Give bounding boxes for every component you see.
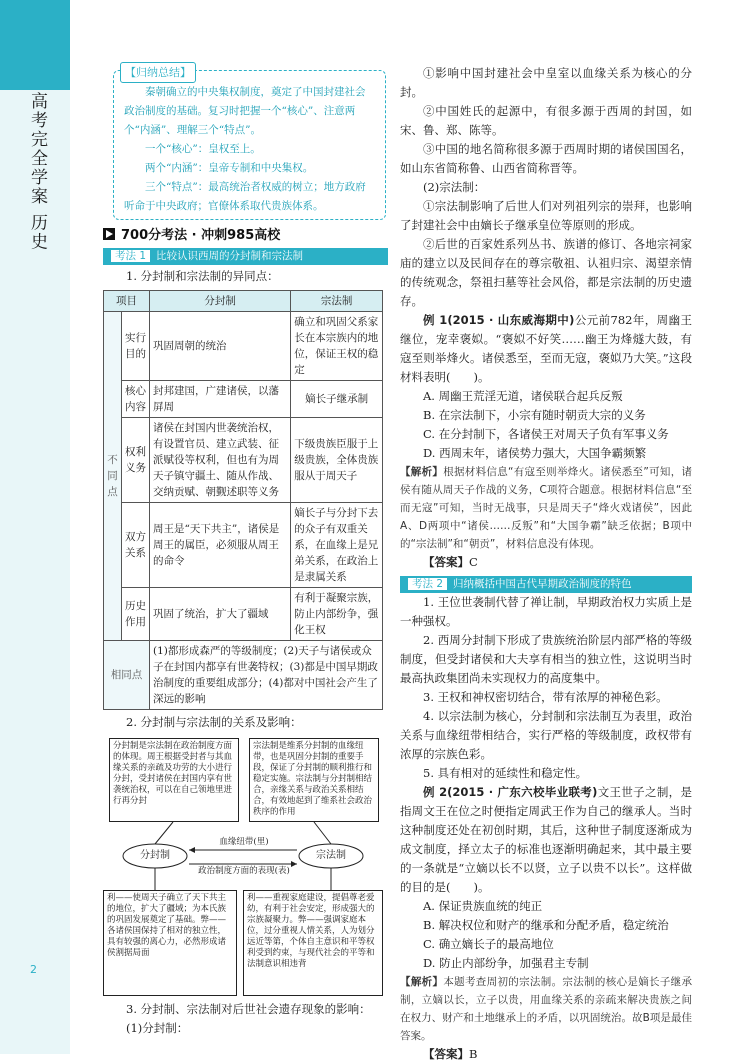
summary-tag: 【归纳总结】 xyxy=(120,62,196,83)
topic2-item: 1. 王位世袭制代替了禅让制，早期政治权力实质上是一种强权。 xyxy=(400,595,692,628)
table-row xyxy=(104,588,383,641)
connector xyxy=(314,822,331,844)
cell: 嫡长子继承制 xyxy=(291,381,383,418)
paragraph: ②后世的百家姓系列丛书、族谱的修订、各地宗祠家庙的建立以及民间存在的尊宗敬祖、认祖归宗、渴望亲情的传统观念，祭祖扫墓等社会风俗，都是宗法制的历史遗存。 xyxy=(400,237,692,308)
table-header: 分封制 xyxy=(150,291,291,312)
link-bottom-label: 政治制度方面的表现(表) xyxy=(198,866,290,876)
paragraph: ①影响中国封建社会中皇室以血缘关系为核心的分封。 xyxy=(400,66,692,99)
arrow-head xyxy=(189,847,195,853)
table-row xyxy=(104,381,383,418)
example-1 xyxy=(400,311,692,387)
paragraph: ①宗法制影响了后世人们对列祖列宗的崇拜，也影响了封建社会中由嫡长子继承皇位等原则的形成。 xyxy=(400,199,692,232)
cell: 巩固了统治，扩大了疆域 xyxy=(150,588,291,641)
option: B. 在宗法制下，小宗有随时朝贡大宗的义务 xyxy=(423,408,646,422)
analysis-2 xyxy=(400,973,692,1045)
topic2-item: 3. 王权和神权密切结合，带有浓厚的神秘色彩。 xyxy=(423,690,668,704)
cell: 下级贵族臣服于上级贵族，全体贵族服从于周天子 xyxy=(291,418,383,503)
example-label: 例 2 xyxy=(423,785,448,799)
row-item: 核心内容 xyxy=(122,381,150,418)
option: A. 保证贵族血统的纯正 xyxy=(423,899,543,913)
example-2 xyxy=(400,783,692,897)
question-2: 2. 分封制与宗法制的关系及影响： xyxy=(126,715,302,729)
example-source: (2015 · 广东六校毕业联考) xyxy=(447,785,598,799)
summary-box xyxy=(113,70,386,220)
topic2-item: 4. 以宗法制为核心，分封制和宗法制互为表里，政治关系与血缘纽带相结合，实行严格的等级制度，政权带有浓厚的宗族色彩。 xyxy=(400,709,692,761)
node-zongfa: 宗法制 xyxy=(316,850,346,861)
left-column xyxy=(103,248,388,1038)
paragraph: ③中国的地名简称很多源于西周时期的诸侯国国名，如山东省简称鲁、山西省简称晋等。 xyxy=(400,142,692,175)
cell: 诸侯在封国内世袭统治权，有设置官员、建立武装、征派赋役等权利，但也有为周天子镇守疆土、随从作战、交纳贡赋、朝觐述职等义务 xyxy=(150,418,291,503)
topic-key: 考法 2 xyxy=(408,578,447,590)
example-text: 文王世子之制，是指周文王在位之时便指定周武王作为自己的继承人。当时这种制度还处在初创时期，其后，这种世子制度逐渐成为成文制度，择立太子的标准也逐渐明确起来，其中最主要的一条就是“立嫡以长不以贤，立子以贵不以长”。这样做的目的是( )。 xyxy=(400,785,692,894)
analysis-text: 本题考查周初的宗法制。宗法制的核心是嫡长子继承制，立嫡以长，立子以贵，用血缘关系的亲疏来解决贵族之间在权力、财产和土地继承上的矛盾，以巩固统治。故B项是最佳答案。 xyxy=(400,976,693,1042)
topic2-item: 2. 西周分封制下形成了贵族统治阶层内部严格的等级制度，但受封诸侯和大夫享有相当的独立性，这说明当时最高执政集团尚未实现权力的高度集中。 xyxy=(400,633,692,685)
section-heading xyxy=(103,226,280,245)
link-top-label: 血缘纽带(里) xyxy=(219,837,269,847)
cell: 周王是“天下共主”，诸侯是周王的属臣，必须服从周王的命令 xyxy=(150,503,291,588)
summary-line: 两个“内涵”：皇帝专制和中央集权。 xyxy=(145,162,314,174)
cell: 封邦建国，广建诸侯，以藩屏周 xyxy=(150,381,291,418)
answer-2 xyxy=(400,1045,692,1064)
cell: (1)都形成森严的等级制度；(2)天子与诸侯或众子在封国内都享有世袭特权；(3)都是中国早期政治制度的重要组成部分；(4)都对中国社会产生了深远的影响 xyxy=(150,641,383,710)
row-item: 实行目的 xyxy=(122,312,150,381)
comparison-table xyxy=(103,290,383,710)
row-item: 历史作用 xyxy=(122,588,150,641)
book-title: 高考完全学案 历史 xyxy=(27,92,47,252)
diagram-box-zongfa: 宗法制是维系分封制的血缘纽带，也是巩固分封制的重要手段，保证了分封制的顺利推行和稳定实施。宗法制与分封制相结合，亲缘关系与政治关系相结合，有效地起到了维系社会政治秩序的作用 xyxy=(249,738,379,822)
example-source: (2015 · 山东威海期中) xyxy=(447,313,575,327)
table-header: 宗法制 xyxy=(291,291,383,312)
question-3-1: (1)分封制： xyxy=(126,1021,189,1035)
analysis-1 xyxy=(400,463,692,553)
cell: 确立和巩固父系家长在本宗族内的地位，保证王权的稳定 xyxy=(291,312,383,381)
topic-bar-2 xyxy=(400,576,692,593)
analysis-label: 【解析】 xyxy=(400,466,444,478)
diagram-box-fengjian: 分封制是宗法制在政治制度方面的体现。周王根据受封者与其血缘关系的亲疏及功劳的大小进行分封，受封诸侯在封国内享有世袭统治权，可以在自己领地里进行再分封 xyxy=(109,738,239,822)
topic2-item: 5. 具有相对的延续性和稳定性。 xyxy=(423,766,588,780)
connector xyxy=(155,822,173,844)
analysis-label: 【解析】 xyxy=(400,976,444,988)
topic-bar-1 xyxy=(103,248,388,265)
table-row xyxy=(104,641,383,710)
question-1: 1. 分封制和宗法制的异同点： xyxy=(126,269,279,283)
table-header: 项目 xyxy=(104,291,150,312)
answer-value: B xyxy=(469,1047,478,1061)
answer-label: 【答案】 xyxy=(423,555,469,569)
example-text: 公元前782年，周幽王继位，宠幸褒姒。“褒姒不好笑……幽王为烽燧大鼓，有寇至则举烽火。诸侯悉至，至而无寇，褒姒乃大笑。”这段材料表明( )。 xyxy=(400,313,692,384)
paragraph: (2)宗法制： xyxy=(423,180,486,194)
sidebar-accent xyxy=(0,0,70,90)
node-fengjian: 分封制 xyxy=(140,850,170,861)
table-row xyxy=(104,418,383,503)
same-label: 相同点 xyxy=(104,641,150,710)
table-row xyxy=(104,503,383,588)
relationship-diagram xyxy=(103,736,383,998)
play-icon xyxy=(103,228,115,240)
analysis-text: 根据材料信息“有寇至则举烽火。诸侯悉至”可知，诸侯有随从周天子作战的义务，C项符合题意。根据材料信息“至而无寇”可知，当时无战事，只是周天子“烽火戏诸侯”，因此A、D两项中“诸侯……反叛”和“大国争霸”缺乏依据；B项中的“宗法制”和“朝贡”，材料信息没有体现。 xyxy=(400,466,692,550)
paragraph: ②中国姓氏的起源中，有很多源于西周的封国，如宋、鲁、郑、陈等。 xyxy=(400,104,692,137)
topic-title: 比较认识西周的分封制和宗法制 xyxy=(156,250,304,262)
answer-1 xyxy=(400,553,692,572)
cell: 嫡长子与分封下去的众子有双重关系，在血缘上是兄弟关系，在政治上是隶属关系 xyxy=(291,503,383,588)
diagram-box-fengjian-effects: 利——使周天子确立了天下共主的地位，扩大了疆域；为本氏族的巩固发展奠定了基础。弊——各诸侯国保持了相对的独立性，具有较强的离心力，必然形成诸侯割据局面 xyxy=(103,890,237,996)
section-title: 700分考法 · 冲刺985高校 xyxy=(121,228,281,243)
option: A. 周幽王荒淫无道，诸侯联合起兵反叛 xyxy=(423,389,623,403)
answer-value: C xyxy=(469,555,478,569)
table-row xyxy=(104,312,383,381)
row-item: 双方关系 xyxy=(122,503,150,588)
right-column xyxy=(400,64,692,1064)
summary-line: 一个“核心”：皇权至上。 xyxy=(145,143,261,155)
option: D. 西周末年，诸侯势力强大，大国争霸频繁 xyxy=(423,446,647,460)
summary-line: 秦朝确立的中央集权制度，奠定了中国封建社会政治制度的基础。复习时把握一个“核心”、注意两个“内涵”、理解三个“特点”。 xyxy=(124,86,366,136)
table-header-row xyxy=(104,291,383,312)
row-item: 权利义务 xyxy=(122,418,150,503)
answer-label: 【答案】 xyxy=(423,1047,469,1061)
option: D. 防止内部纷争，加强君主专制 xyxy=(423,956,589,970)
question-3: 3. 分封制、宗法制对后世社会遗存现象的影响： xyxy=(126,1002,371,1016)
topic-key: 考法 1 xyxy=(111,250,150,262)
topic-title: 归纳概括中国古代早期政治制度的特色 xyxy=(453,578,632,590)
summary-line: 三个“特点”：最高统治者权威的树立；地方政府听命于中央政府；官僚体系取代贵族体系。 xyxy=(124,181,366,212)
cell: 有利于凝聚宗族，防止内部纷争，强化王权 xyxy=(291,588,383,641)
option: B. 解决权位和财产的继承和分配矛盾，稳定统治 xyxy=(423,918,669,932)
option: C. 在分封制下，各诸侯王对周天子负有军事义务 xyxy=(423,427,669,441)
diagram-box-zongfa-effects: 利——重视家庭建设，提倡尊老爱幼，有利于社会安定，形成强大的宗族凝聚力。弊——强调家庭本位，过分重视人情关系，人为划分远近等第，个体自主意识和平等权利受到约束，与现代社会的平等和法制意识相违背 xyxy=(243,890,383,996)
cell: 巩固周朝的统治 xyxy=(150,312,291,381)
diff-label: 不同点 xyxy=(104,312,122,641)
option: C. 确立嫡长子的最高地位 xyxy=(423,937,554,951)
example-label: 例 1 xyxy=(423,313,448,327)
page-number: 2 xyxy=(30,963,37,976)
